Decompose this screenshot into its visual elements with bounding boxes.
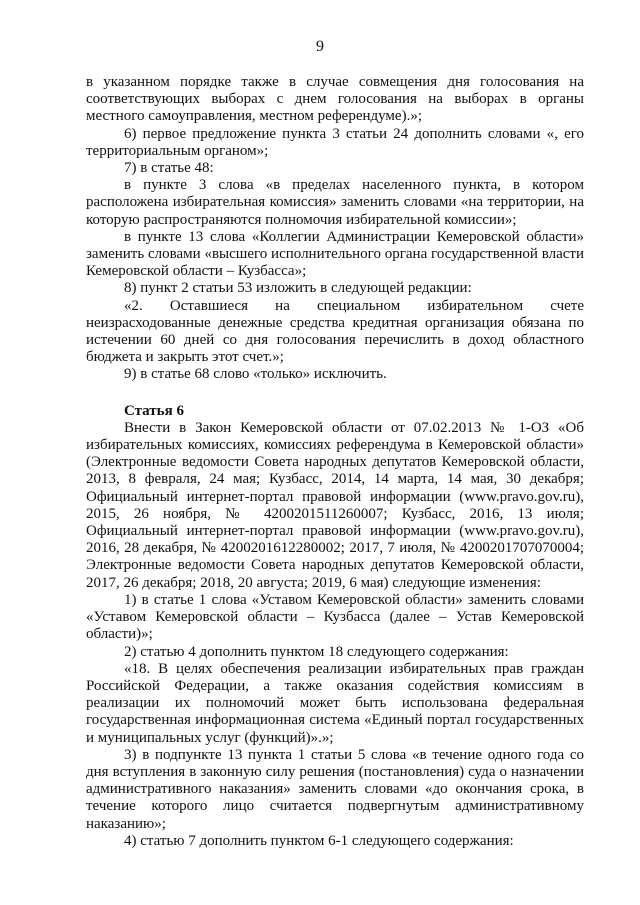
paragraph-item-7: 7) в статье 48: bbox=[124, 160, 214, 177]
paragraph-item-8-quote: «2. Оставшиеся на специальном избирательном счете неизрасходованные денежные средства кредитная организация обязана по истечении 60 дней со дня голосования перечислить в доход областного бюджета и закрыть этот счет.»; bbox=[86, 297, 584, 366]
paragraph-item-6: 6) первое предложение пункта 3 статьи 24 дополнить словами «, его территориальным органом»; bbox=[86, 125, 584, 159]
paragraph-article-intro: Внести в Закон Кемеровской области от 07.02.2013 № 1-ОЗ «Об избирательных комиссиях, комиссиях референдума в Кемеровской области» (Электронные ведомости Совета народных депутатов Кемеровской области, 2013, 8 февраля, 24 мая; Кузбасс, 2014, 14 марта, 14 мая, 30 декабря; Официальный интернет-портал правовой информации (www.pravo.gov.ru), 2015, 26 ноября, № 4200201511260007; Кузбасс, 2016, 13 июля; Официальный интернет-портал правовой информации (www.pravo.gov.ru), 2016, 28 декабря, № 4200201612280002; 2017, 7 июля, № 4200201707070004; Электронные ведомости Совета народных депутатов Кемеровской области, 2017, 26 декабря; 2018, 20 августа; 2019, 6 мая) следующие изменения: bbox=[86, 419, 584, 591]
paragraph-item-9: 9) в статье 68 слово «только» исключить. bbox=[124, 366, 387, 383]
paragraph-change-3: 3) в подпункте 13 пункта 1 статьи 5 слова «в течение одного года со дня вступления в законную силу решения (постановления) суда о назначении административного наказания» заменить словами «до окончания срока, в течение которого лицо считается подвергнутым административному наказанию»; bbox=[86, 746, 584, 832]
article-heading: Статья 6 bbox=[124, 402, 184, 419]
page-number: 9 bbox=[316, 38, 324, 55]
paragraph-change-2-quote: «18. В целях обеспечения реализации избирательных прав граждан Российской Федерации, а также оказания содействия комиссиям в реализации их полномочий может быть использована федеральная государственная информационная система «Единый портал государственных и муниципальных услуг (функций)».»; bbox=[86, 660, 584, 746]
paragraph-change-4: 4) статью 7 дополнить пунктом 6-1 следующего содержания: bbox=[124, 832, 514, 849]
paragraph-continuation: в указанном порядке также в случае совмещения дня голосования на соответствующих выборах с днем голосования на выборах в органы местного самоуправления, местном референдуме).»; bbox=[86, 74, 584, 125]
paragraph-item-7-point-3: в пункте 3 слова «в пределах населенного пункта, в котором расположена избирательная комиссия» заменить словами «на территории, на которую распространяются полномочия избирательной комиссии»; bbox=[86, 177, 584, 228]
document-body bbox=[86, 74, 584, 850]
paragraph-change-2: 2) статью 4 дополнить пунктом 18 следующего содержания: bbox=[124, 643, 509, 660]
paragraph-item-8: 8) пункт 2 статьи 53 изложить в следующей редакции: bbox=[124, 280, 472, 297]
paragraph-item-7-point-13: в пункте 13 слова «Коллегии Администрации Кемеровской области» заменить словами «высшего исполнительного органа государственной власти Кемеровской области – Кузбасса»; bbox=[86, 228, 584, 280]
paragraph-change-1: 1) в статье 1 слова «Уставом Кемеровской области» заменить словами «Уставом Кемеровской области – Кузбасса (далее – Устав Кемеровской области)»; bbox=[86, 591, 584, 643]
section-gap bbox=[86, 384, 584, 401]
